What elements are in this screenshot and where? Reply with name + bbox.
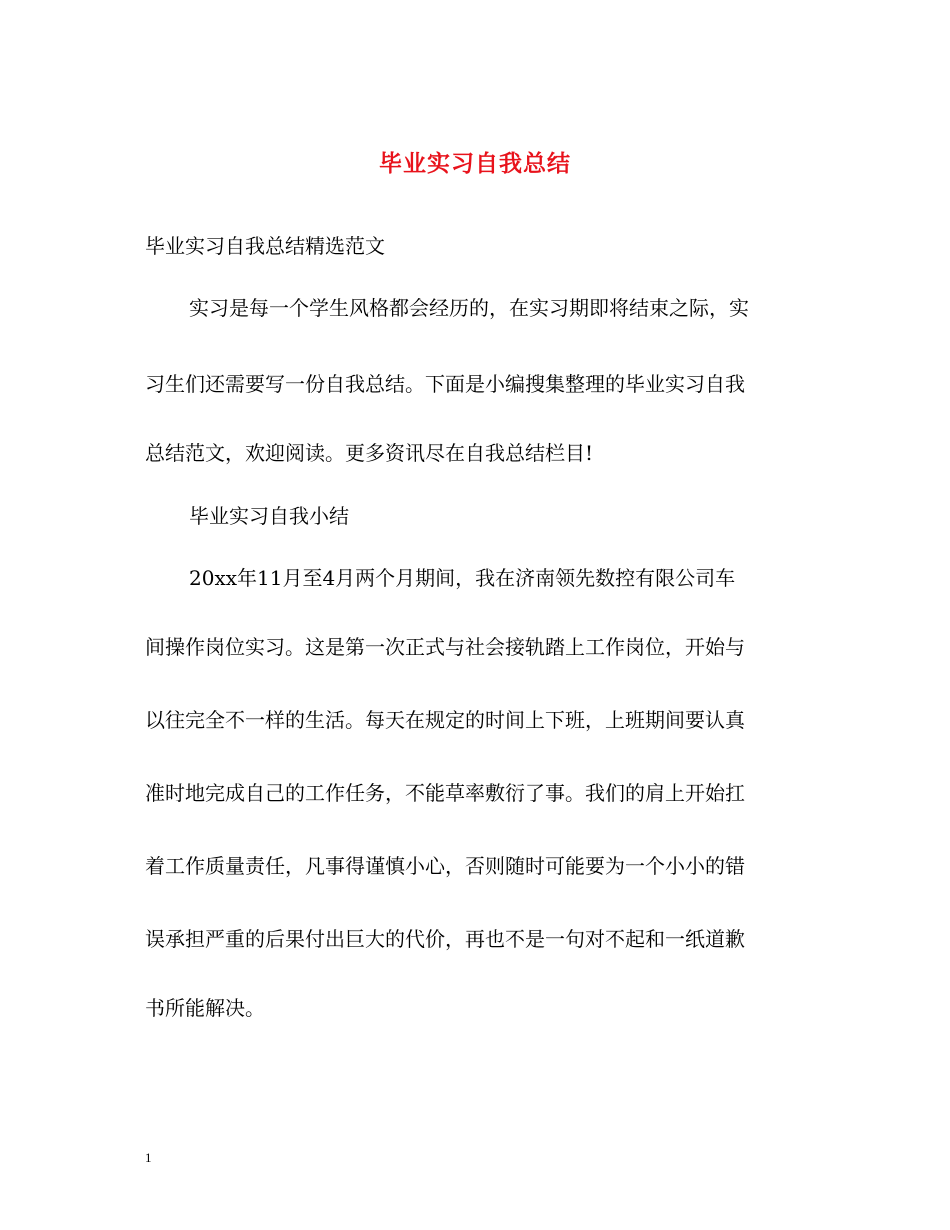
body-line-1: 20xx年11月至4月两个月期间，我在济南领先数控有限公司车 [189, 566, 736, 590]
intro-line-3: 总结范文，欢迎阅读。更多资讯尽在自我总结栏目! [145, 441, 594, 465]
intro-line-2: 习生们还需要写一份自我总结。下面是小编搜集整理的毕业实习自我 [145, 372, 745, 396]
body-line-6: 误承担严重的后果付出巨大的代价，再也不是一句对不起和一纸道歉 [145, 927, 745, 951]
body-line-2: 间操作岗位实习。这是第一次正式与社会接轨踏上工作岗位，开始与 [145, 635, 745, 659]
document-title: 毕业实习自我总结 [379, 150, 571, 177]
section-heading: 毕业实习自我小结 [189, 504, 349, 528]
page-number: 1 [145, 1150, 152, 1165]
body-line-5: 着工作质量责任，凡事得谨慎小心，否则随时可能要为一个小小的错 [145, 854, 745, 878]
intro-line-1: 实习是每一个学生风格都会经历的，在实习期即将结束之际，实 [189, 296, 749, 320]
document-subtitle: 毕业实习自我总结精选范文 [145, 234, 385, 258]
body-line-7: 书所能解决。 [145, 996, 265, 1020]
body-line-3: 以往完全不一样的生活。每天在规定的时间上下班，上班期间要认真 [145, 708, 745, 732]
body-line-4: 准时地完成自己的工作任务，不能草率敷衍了事。我们的肩上开始扛 [145, 781, 745, 805]
